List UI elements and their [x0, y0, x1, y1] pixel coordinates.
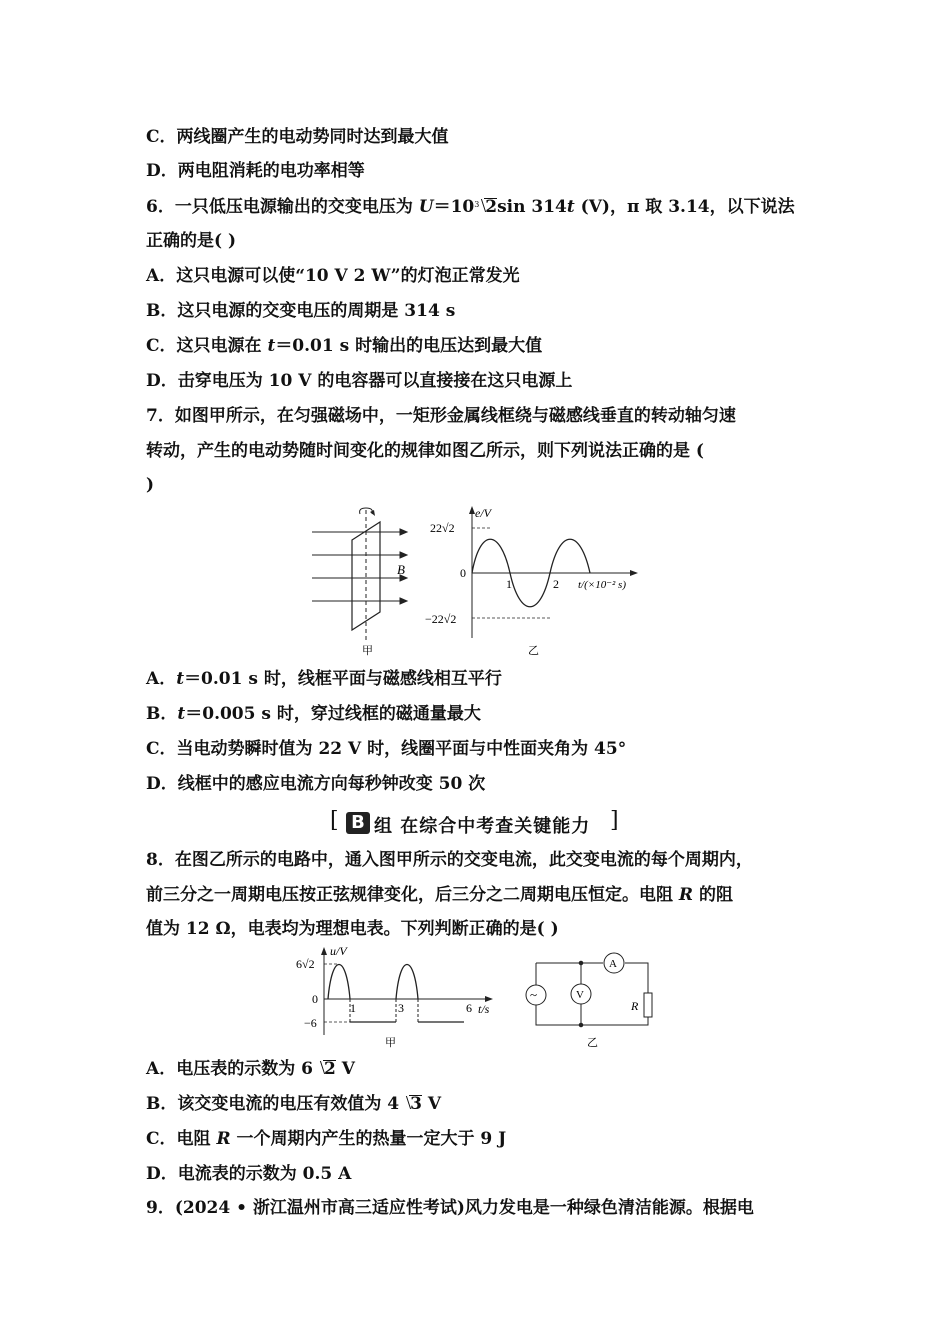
q7b-var-t: t	[177, 704, 186, 724]
q7-y-max: 22√2	[430, 521, 455, 535]
q8-stem-1: 8．在图乙所示的电路中，通入图甲所示的交变电流，此交变电流的每个周期内，	[146, 850, 753, 870]
q6-stem	[146, 196, 795, 218]
q8c-pre: C．电阻	[146, 1129, 217, 1149]
q6c-var-t: t	[267, 336, 276, 356]
q7-stem-3: )	[146, 475, 155, 495]
q8-option-a	[146, 1058, 355, 1080]
q8-sine-half-1	[328, 965, 350, 1000]
section-header-b	[330, 810, 620, 838]
q8c-post: 一个周期内产生的热量一定大于 9 J	[230, 1129, 507, 1149]
q8-yi-label: 乙	[587, 1037, 598, 1049]
q7b-pre: B．	[146, 704, 178, 724]
q8-tick-6: 6	[466, 1001, 472, 1015]
q5-option-d: D．两电阻消耗的电功率相等	[146, 161, 365, 181]
q8-jia-label: 甲	[385, 1037, 396, 1049]
q6-intro: 6．一只低压电源输出的交变电压为	[146, 197, 419, 217]
q9-stem-1: 9．(2024 • 浙江温州市高三适应性考试)风力发电是一种绿色清洁能源。根据电	[146, 1198, 754, 1218]
q8-source-symbol: ~	[530, 987, 538, 1002]
q8-stem-2-post: 的阻	[693, 885, 733, 905]
q7-stem-2: 转动，产生的电动势随时间变化的规律如图乙所示，则下列说法正确的是 (	[146, 441, 704, 461]
q8-sine-half-2	[396, 965, 418, 1000]
q8-stem-2-pre: 前三分之一周期电压按正弦规律变化，后三分之二周期电压恒定。电阻	[146, 885, 679, 905]
q8-circuit	[526, 953, 652, 1027]
q6-tail: sin 314	[497, 197, 567, 217]
q8c-var-r: R	[216, 1129, 231, 1149]
q7-tick-1: 1	[506, 577, 512, 591]
q6-option-a: A．这只电源可以使“10 V 2 W”的灯泡正常发光	[146, 266, 520, 286]
q8-x-axis-label: t/s	[478, 1002, 490, 1016]
q7a-post: ＝0.01 s 时，线框平面与磁感线相互平行	[184, 669, 502, 689]
q7-option-d: D．线框中的感应电流方向每秒钟改变 50 次	[146, 774, 486, 794]
q8-stem-2	[146, 884, 733, 906]
q7-stem-1: 7．如图甲所示，在匀强磁场中，一矩形金属线框绕与磁感线垂直的转动轴匀速	[146, 406, 736, 426]
q8-ammeter-label: A	[609, 958, 617, 970]
q7-jia-label: 甲	[362, 645, 373, 657]
q7-option-a	[146, 668, 502, 690]
q8-option-c	[146, 1128, 506, 1150]
q7-yi-label: 乙	[528, 645, 539, 657]
section-title: 组 在综合中考查关键能力	[374, 816, 591, 837]
q5-option-c: C．两线圈产生的电动势同时达到最大值	[146, 127, 449, 147]
section-bracket-close: ]	[610, 808, 619, 833]
q6-radicand: 2	[485, 197, 498, 217]
q7-option-b	[146, 703, 481, 725]
q8a-radical	[315, 1058, 336, 1080]
q6-var-t: t	[566, 197, 575, 217]
q7-origin: 0	[460, 566, 466, 580]
q8-y-axis-label: u/V	[330, 944, 347, 958]
q8-option-d: D．电流表的示数为 0.5 A	[146, 1164, 352, 1184]
q6-radical	[476, 196, 497, 218]
q6-stem-cont: 正确的是( )	[146, 231, 237, 251]
q7-y-axis-label: e/V	[475, 506, 491, 520]
q6-option-b: B．这只电源的交变电压的周期是 314 s	[146, 301, 456, 321]
q8-y-max: 6√2	[296, 957, 315, 971]
q8-var-r: R	[678, 885, 694, 905]
q8-resistor-label: R	[631, 999, 639, 1013]
q8-stem-3: 值为 12 Ω，电表均为理想电表。下列判断正确的是( )	[146, 919, 559, 939]
q8b-radicand: 3	[410, 1094, 422, 1114]
q7-figure	[300, 500, 650, 660]
q8a-post: V	[335, 1059, 355, 1079]
q8b-pre: B．该交变电流的电压有效值为 4	[146, 1094, 400, 1114]
q7b-post: ＝0.005 s 时，穿过线框的磁通量最大	[185, 704, 481, 724]
q8-figure	[290, 943, 670, 1053]
q7-y-min: −22√2	[425, 612, 457, 626]
q7-graph	[425, 506, 638, 657]
q8b-radical	[401, 1093, 422, 1115]
q8-graph	[296, 944, 493, 1049]
resistor-icon	[644, 993, 652, 1017]
q8-origin: 0	[312, 992, 318, 1006]
section-badge: B	[346, 812, 370, 834]
q8-tick-3: 3	[398, 1001, 404, 1015]
q6-var-u: U	[418, 197, 434, 217]
q6-tail2: (V)，π 取 3.14，以下说法	[574, 197, 795, 217]
section-bracket-open: [	[330, 808, 339, 833]
q6-radical-index: 3	[474, 200, 480, 209]
q6c-pre: C．这只电源在	[146, 336, 268, 356]
q8-y-min: −6	[304, 1016, 317, 1030]
q7a-var-t: t	[176, 669, 185, 689]
q8-option-b	[146, 1093, 441, 1115]
q7-field-lines	[312, 529, 407, 604]
q7a-pre: A．	[146, 669, 177, 689]
q7-option-c: C．当电动势瞬时值为 22 V 时，线圈平面与中性面夹角为 45°	[146, 739, 627, 759]
q7-x-axis-label: t/(×10⁻² s)	[578, 579, 626, 591]
q6-option-d: D．击穿电压为 10 V 的电容器可以直接接在这只电源上	[146, 371, 573, 391]
q8-voltmeter-label: V	[576, 989, 584, 1001]
q8b-post: V	[421, 1094, 442, 1114]
q8-tick-1: 1	[350, 1001, 356, 1015]
q7-tick-2: 2	[553, 577, 559, 591]
q6c-post: ＝0.01 s 时输出的电压达到最大值	[275, 336, 543, 356]
q8a-pre: A．电压表的示数为 6	[146, 1059, 313, 1079]
q6-option-c	[146, 335, 542, 357]
q7-b-label: B	[397, 562, 405, 577]
q6-eq: ＝10	[433, 197, 475, 217]
q8a-radicand: 2	[323, 1059, 336, 1079]
